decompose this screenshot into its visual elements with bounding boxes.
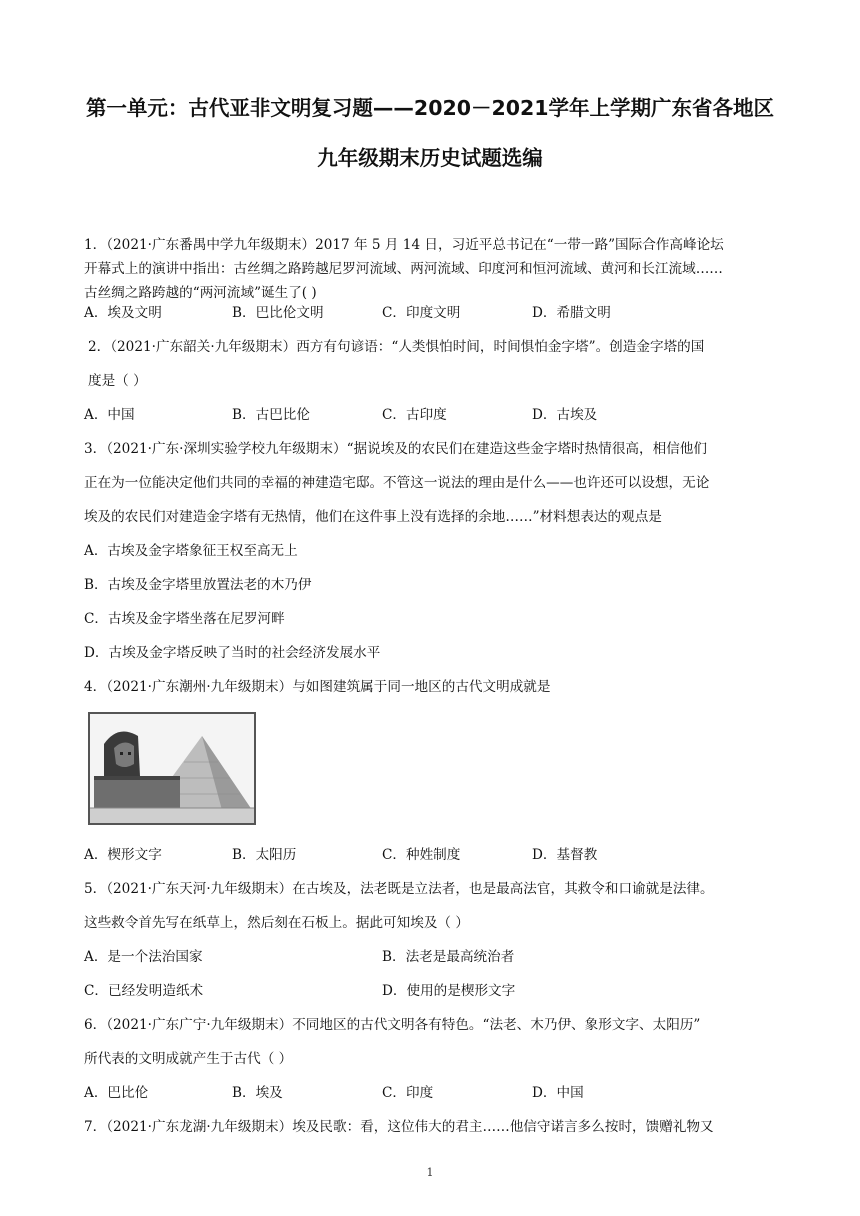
question-3-line-3: 埃及的农民们对建造金字塔有无热情，他们在这件事上没有选择的余地……”材料想表达的观点是 [84, 509, 662, 525]
question-6-option-a: A．巴比伦 [84, 1085, 149, 1101]
page-title-line-2: 九年级期末历史试题选编 [317, 146, 543, 170]
question-6-line-2: 所代表的文明成就产生于古代（ ） [84, 1051, 293, 1067]
question-1-line-2: 开幕式上的演讲中指出：古丝绸之路跨越尼罗河流域、两河流域、印度河和恒河流域、黄河和长江流域…… [84, 261, 723, 277]
question-2-option-b: B．古巴比伦 [232, 407, 310, 423]
question-5-line-1: 5．（2021·广东天河·九年级期末）在古埃及，法老既是立法者，也是最高法官，其救令和口谕就是法律。 [84, 881, 714, 897]
question-5-option-b: B．法老是最高统治者 [382, 949, 515, 965]
question-3-option-a: A．古埃及金字塔象征王权至高无上 [84, 543, 298, 559]
sphinx-pyramid-image [88, 712, 256, 825]
question-4-option-c: C．种姓制度 [382, 847, 461, 863]
question-6-option-c: C．印度 [382, 1085, 434, 1101]
question-4-line-1: 4．（2021·广东潮州·九年级期末）与如图建筑属于同一地区的古代文明成就是 [84, 679, 551, 695]
question-2-line-2: 度是（ ） [88, 373, 147, 389]
question-2-option-c: C．古印度 [382, 407, 447, 423]
question-4-option-a: A．楔形文字 [84, 847, 162, 863]
question-6-line-1: 6．（2021·广东广宁·九年级期末）不同地区的古代文明各有特色。“法老、木乃伊、象形文字、太阳历” [84, 1017, 701, 1033]
question-5-option-a: A．是一个法治国家 [84, 949, 203, 965]
question-3-option-d: D．古埃及金字塔反映了当时的社会经济发展水平 [84, 645, 381, 661]
question-3-line-1: 3．（2021·广东·深圳实验学校九年级期末）“据说埃及的农民们在建造这些金字塔时热情很高，相信他们 [84, 441, 707, 457]
question-5-option-c: C．已经发明造纸术 [84, 983, 204, 999]
question-1-line-1: 1．（2021·广东番禺中学九年级期末）2017 年 5 月 14 日，习近平总书记在“一带一路”国际合作高峰论坛 [84, 237, 724, 253]
question-4-option-b: B．太阳历 [232, 847, 297, 863]
question-2-line-1: 2．（2021·广东韶关·九年级期末）西方有句谚语：“人类惧怕时间，时间惧怕金字塔”。创造金字塔的国 [88, 339, 705, 355]
question-1-option-c: C．印度文明 [382, 305, 461, 321]
question-2-option-d: D．古埃及 [532, 407, 598, 423]
question-3-option-b: B．古埃及金字塔里放置法老的木乃伊 [84, 577, 312, 593]
question-6-option-b: B．埃及 [232, 1085, 283, 1101]
question-1-option-d: D．希腊文明 [532, 305, 611, 321]
question-5-line-2: 这些救令首先写在纸草上，然后刻在石板上。据此可知埃及（ ） [84, 915, 469, 931]
page-title-line-1: 第一单元：古代亚非文明复习题——2020－2021学年上学期广东省各地区 [85, 96, 775, 120]
question-1-line-3: 古丝绸之路跨越的“两河流域”诞生了( ) [84, 285, 317, 301]
question-2-option-a: A．中国 [84, 407, 135, 423]
question-1-option-b: B．巴比伦文明 [232, 305, 324, 321]
question-7-line-1: 7．（2021·广东龙湖·九年级期末）埃及民歌：看，这位伟大的君主……他信守诺言多么按时，馈赠礼物又 [84, 1119, 714, 1135]
question-6-option-d: D．中国 [532, 1085, 584, 1101]
question-1-option-a: A．埃及文明 [84, 305, 162, 321]
page-number: 1 [426, 1166, 434, 1179]
question-3-line-2: 正在为一位能决定他们共同的幸福的神建造宅邸。不管这一说法的理由是什么——也许还可以设想，无论 [84, 475, 710, 491]
question-3-option-c: C．古埃及金字塔坐落在尼罗河畔 [84, 611, 285, 627]
question-4-option-d: D．基督教 [532, 847, 598, 863]
question-5-option-d: D．使用的是楔形文字 [382, 983, 516, 999]
sphinx-pyramid-icon [90, 714, 254, 823]
